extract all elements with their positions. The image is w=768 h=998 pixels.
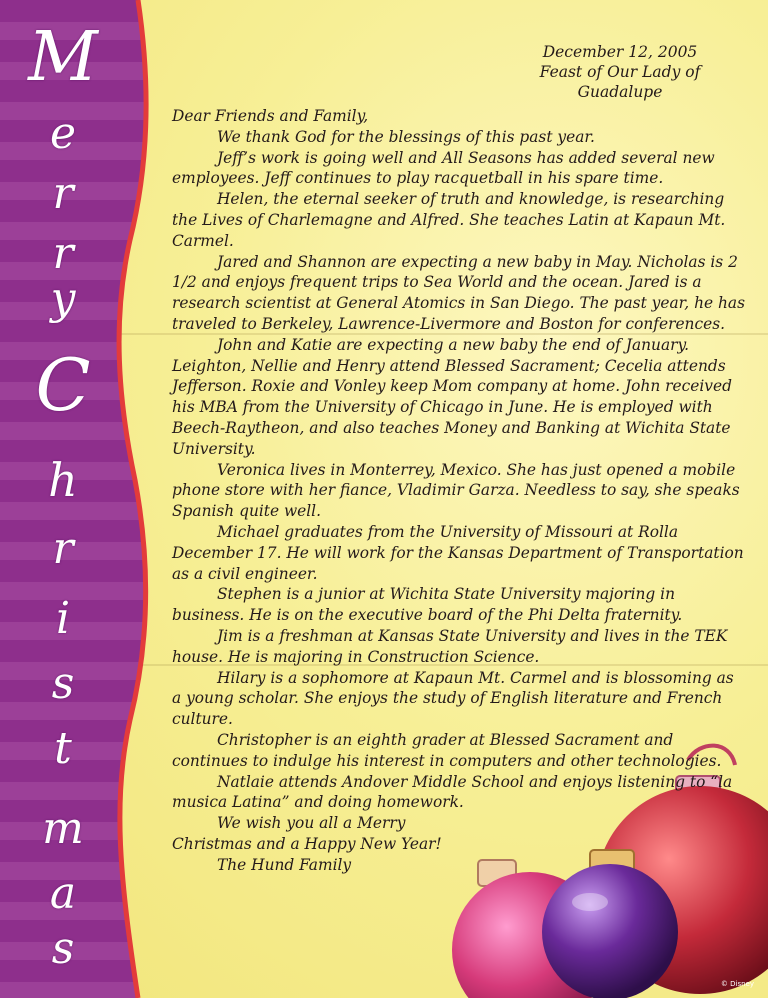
date-block [500,42,740,102]
feast-line: Guadalupe [577,83,663,101]
letter-paragraph: Jeff’s work is going well and All Seasons has added several new employees. Jeff continues to play racquetball in his spare time. [172,148,715,188]
title-letter: M [28,18,98,97]
title-letter: r [52,228,74,279]
title-letter: t [54,723,72,774]
title-letter: s [51,658,75,709]
title-letter: r [52,168,74,219]
title-letter: y [50,273,76,324]
closing-line: We wish you all a Merry [217,814,406,833]
title-letter: e [49,108,77,159]
letter-paragraph: Natlaie attends Andover Middle School and enjoys listening to “la musica Latina” and doing homework. [172,772,733,812]
letter-body [172,106,747,875]
feast-line: Feast of Our Lady of [539,63,701,81]
signature: The Hund Family [217,855,352,874]
title-letter: i [55,593,71,644]
title-letter: a [49,868,77,919]
title-letter: r [52,523,74,574]
letter-paragraph: Jim is a freshman at Kansas State University and lives in the TEK house. He is majoring in Construction Science. [172,626,728,666]
title-letter: s [51,923,75,974]
copyright-notice: © Disney [720,980,754,988]
merry-christmas-vertical-title [18,18,108,998]
title-letter: m [42,803,84,854]
closing-line: Christmas and a Happy New Year! [172,834,442,853]
letter-paragraph: John and Katie are expecting a new baby the end of January. Leighton, Nellie and Henry attend Blessed Sacrament; Cecelia attends Jefferson. Roxie and Vonley keep Mom company at home. John received his MBA from the University of Chicago in June. He is employed with Beech-Raytheon, and also teaches Money and Banking at Wichita State University. [172,335,732,458]
letter-paragraph: Helen, the eternal seeker of truth and knowledge, is researching the Lives of Charlemagne and Alfred. She teaches Latin at Kapaun Mt. Carmel. [172,190,726,250]
letter-paragraph: We thank God for the blessings of this past year. [217,127,595,146]
date-line: December 12, 2005 [542,43,698,61]
letter-paragraph: Jared and Shannon are expecting a new baby in May. Nicholas is 2 1/2 and enjoys frequent trips to Sea World and the ocean. Jared is a research scientist at General Atomics in San Diego. The past year, he has traveled to Berkeley, Lawrence-Livermore and Boston for conferences. [172,252,745,333]
letter-paragraph: Hilary is a sophomore at Kapaun Mt. Carmel and is blossoming as a young scholar. She enjoys the study of English literature and French culture. [172,668,734,729]
letter-paragraph: Christopher is an eighth grader at Blessed Sacrament and continues to indulge his interest in computers and other technologies. [172,730,722,770]
title-letter: h [48,453,78,507]
salutation: Dear Friends and Family, [172,107,369,125]
title-letter: C [35,343,91,427]
letter-paragraph: Stephen is a junior at Wichita State University majoring in business. He is on the executive board of the Phi Delta fraternity. [172,585,683,625]
letter-paragraph: Veronica lives in Monterrey, Mexico. She has just opened a mobile phone store with her fiance, Vladimir Garza. Needless to say, she speaks Spanish quite well. [172,460,740,521]
letter-paragraph: Michael graduates from the University of Missouri at Rolla December 17. He will work for the Kansas Department of Transportation as a civil engineer. [172,522,744,583]
